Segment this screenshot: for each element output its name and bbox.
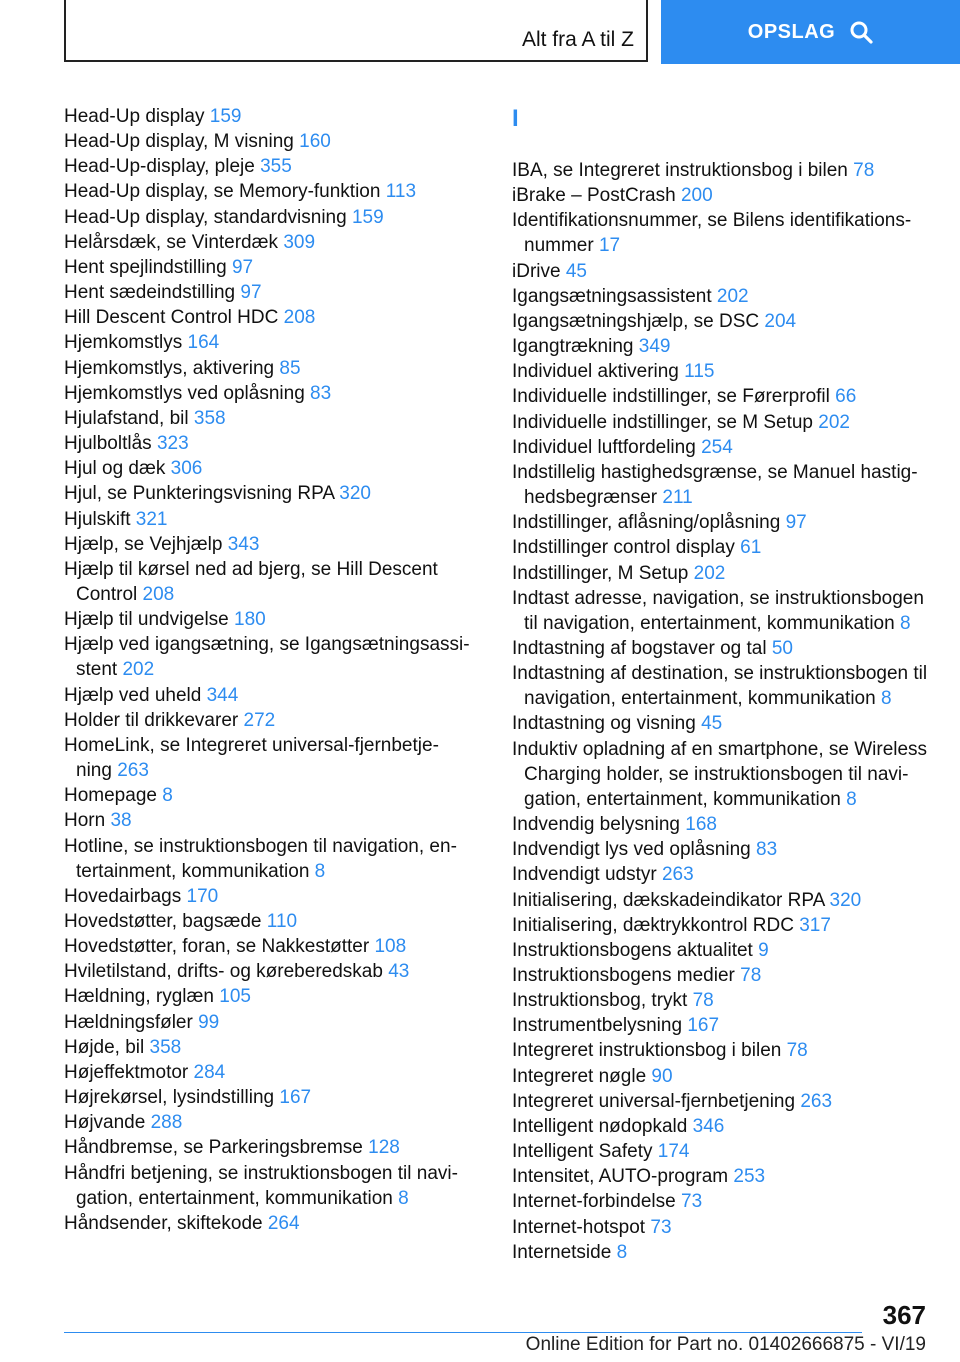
index-entry xyxy=(512,158,942,183)
page-reference-link[interactable]: 202 xyxy=(716,285,749,307)
index-entry xyxy=(64,632,474,682)
page-reference-link[interactable]: 170 xyxy=(186,885,219,907)
page-reference-link[interactable]: 8 xyxy=(880,688,892,710)
page-reference-link[interactable]: 43 xyxy=(388,961,410,983)
page-reference-link[interactable]: 45 xyxy=(701,713,723,735)
index-entry-text: Hjælp til undvigelse xyxy=(64,609,229,631)
index-entry-text: Indstillinger control display xyxy=(512,537,735,559)
page-reference-link[interactable]: 284 xyxy=(193,1061,226,1083)
index-entry xyxy=(512,535,942,560)
page-reference-link[interactable]: 346 xyxy=(692,1115,725,1137)
index-entry xyxy=(64,808,474,833)
page-reference-link[interactable]: 167 xyxy=(687,1015,720,1037)
page-reference-link[interactable]: 97 xyxy=(785,512,807,534)
page-reference-link[interactable]: 174 xyxy=(657,1141,690,1163)
index-entry xyxy=(512,1215,942,1240)
page-number: 367 xyxy=(882,1300,926,1330)
index-entry xyxy=(64,959,474,984)
page-reference-link[interactable]: 78 xyxy=(853,160,875,181)
index-entry xyxy=(64,1110,474,1135)
index-entry-text: Hjulskift xyxy=(64,508,131,530)
index-entry-text: Helårsdæk, se Vinterdæk xyxy=(64,231,279,253)
page-reference-link[interactable]: 323 xyxy=(156,433,189,455)
index-entry-text: Hovedstøtter, foran, se Nakkestøtter xyxy=(64,936,370,958)
page-reference-link[interactable]: 254 xyxy=(701,436,733,458)
index-entry xyxy=(64,456,474,481)
index-entry-text: Håndsender, skiftekode xyxy=(64,1212,263,1234)
index-entry-text: Instruktionsbogens medier xyxy=(512,965,735,986)
index-entry xyxy=(512,661,942,711)
index-entry-text: Individuelle indstillinger, se M Setup xyxy=(512,411,814,433)
index-entry-text: Igangsætningshjælp, se DSC xyxy=(512,310,760,332)
index-entry xyxy=(64,909,474,934)
index-entry xyxy=(64,230,474,255)
page-reference-link[interactable]: 208 xyxy=(142,583,175,605)
index-entry xyxy=(64,431,474,456)
page-reference-link[interactable]: 8 xyxy=(398,1187,409,1209)
index-entry-text: Initialisering, dæktrykkontrol RDC xyxy=(512,914,794,936)
index-entry-text: Hjemkomstlys xyxy=(64,332,183,354)
page-reference-link[interactable]: 8 xyxy=(846,788,857,810)
page-reference-link[interactable]: 306 xyxy=(170,458,203,480)
page-reference-link[interactable]: 85 xyxy=(279,357,301,379)
page-reference-link[interactable]: 202 xyxy=(122,659,155,681)
index-entry-text: Individuel aktivering xyxy=(512,361,679,383)
page-reference-link[interactable]: 160 xyxy=(299,131,331,153)
page-reference-link[interactable]: 343 xyxy=(227,533,260,555)
index-entry-text: Hill Descent Control HDC xyxy=(64,307,279,329)
section-letter: I xyxy=(512,105,519,132)
page-reference-link[interactable]: 97 xyxy=(240,282,262,304)
index-entry xyxy=(64,683,474,708)
page-reference-link[interactable]: 108 xyxy=(374,936,407,958)
nav-tab-a-to-z[interactable] xyxy=(64,0,648,62)
index-entry xyxy=(512,862,942,887)
index-entry xyxy=(512,359,942,384)
page-reference-link[interactable]: 344 xyxy=(206,684,239,706)
page-reference-link[interactable]: 288 xyxy=(150,1112,183,1134)
index-entry xyxy=(512,1038,942,1063)
index-entry xyxy=(512,1189,942,1214)
index-column-right xyxy=(512,104,942,1265)
index-entry-text: Head-Up display, standardvisning xyxy=(64,206,347,228)
index-entry xyxy=(64,1035,474,1060)
index-entry xyxy=(512,938,942,963)
page-reference-link[interactable]: 38 xyxy=(110,810,132,832)
page-reference-link[interactable]: 78 xyxy=(740,965,762,986)
index-entry xyxy=(64,934,474,959)
index-entry-text: Intelligent nødopkald xyxy=(512,1115,688,1137)
index-entry-text: Hældning, ryglæn xyxy=(64,986,214,1008)
page-reference-link[interactable]: 8 xyxy=(162,785,173,807)
page-reference-link[interactable]: 320 xyxy=(339,483,371,505)
page-reference-link[interactable]: 253 xyxy=(733,1166,766,1188)
index-entry xyxy=(512,334,942,359)
page-reference-link[interactable]: 73 xyxy=(681,1191,703,1213)
index-entry xyxy=(64,179,474,204)
index-entry xyxy=(512,460,942,510)
page-reference-link[interactable]: 83 xyxy=(756,839,778,861)
index-entry xyxy=(512,309,942,334)
index-entry xyxy=(64,1211,474,1236)
page-reference-link[interactable]: 355 xyxy=(260,156,292,178)
index-entry-text: Head-Up-display, pleje xyxy=(64,156,255,178)
page-reference-link[interactable]: 321 xyxy=(135,508,168,530)
index-entry-text: Hjælp til kørsel ned ad bjerg, se Hill Descent Control xyxy=(64,558,438,605)
index-entry xyxy=(512,1064,942,1089)
search-button[interactable] xyxy=(661,0,960,64)
index-entry-text: Indtast adresse, navigation, se instruktionsbogen til navigation, entertainment, kommunikation xyxy=(512,587,924,634)
page-reference-link[interactable]: 115 xyxy=(684,361,715,383)
page-reference-link[interactable]: 200 xyxy=(680,185,713,207)
page-reference-link[interactable]: 78 xyxy=(786,1040,808,1062)
index-entry xyxy=(512,837,942,862)
index-entry-text: Holder til drikkevarer xyxy=(64,709,239,731)
page-reference-link[interactable]: 99 xyxy=(198,1011,220,1033)
page-reference-link[interactable]: 61 xyxy=(740,537,762,559)
index-entry-text: iDrive xyxy=(512,260,561,282)
index-entry-text: Hjælp ved uheld xyxy=(64,684,202,706)
index-entry-text: HomeLink, se Integreret universal-fjernbetje-ning xyxy=(64,734,439,782)
index-entry xyxy=(64,532,474,557)
index-entry xyxy=(512,561,942,586)
index-entry-text: Højde, bil xyxy=(64,1036,145,1058)
page-reference-link[interactable]: 263 xyxy=(117,760,149,782)
index-entry-text: Head-Up display, se Memory-funktion xyxy=(64,181,381,203)
index-entry xyxy=(64,205,474,230)
page-reference-link[interactable]: 45 xyxy=(565,260,587,282)
index-entry xyxy=(512,913,942,938)
index-entry-text: Hjulboltlås xyxy=(64,433,152,455)
page-reference-link[interactable]: 128 xyxy=(368,1137,400,1159)
index-entry xyxy=(512,208,942,258)
page-reference-link[interactable]: 272 xyxy=(243,709,276,731)
index-entry-text: Håndbremse, se Parkeringsbremse xyxy=(64,1137,363,1159)
footer-edition-text: Online Edition for Part no. 01402666875 - VI/19 xyxy=(525,1334,926,1355)
index-entry-text: Hjul og dæk xyxy=(64,458,166,480)
index-entry-text: Internet-hotspot xyxy=(512,1216,646,1238)
index-entry xyxy=(512,1164,942,1189)
page-reference-link[interactable]: 83 xyxy=(310,382,332,404)
index-entry-text: Igangtrækning xyxy=(512,336,634,358)
page-reference-link[interactable]: 159 xyxy=(351,206,384,228)
index-entry-text: Internetside xyxy=(512,1241,612,1263)
index-entry xyxy=(64,884,474,909)
index-entry-text: Individuel luftfordeling xyxy=(512,436,696,458)
index-entry-text: Indvendig belysning xyxy=(512,814,680,836)
index-entry xyxy=(64,1085,474,1110)
index-entry xyxy=(512,384,942,409)
index-entry xyxy=(64,783,474,808)
index-entry-text: Hviletilstand, drifts- og køreberedskab xyxy=(64,961,383,983)
index-entry-text: Hent spejlindstilling xyxy=(64,256,227,278)
page-reference-link[interactable]: 202 xyxy=(818,411,850,433)
page-reference-link[interactable]: 113 xyxy=(385,181,417,203)
index-entry-text: Instrumentbelysning xyxy=(512,1015,683,1037)
index-entry xyxy=(512,510,942,535)
page-reference-link[interactable]: 8 xyxy=(616,1241,628,1263)
footer-divider xyxy=(64,1332,862,1333)
index-entry-text: Hovedstøtter, bagsæde xyxy=(64,911,262,932)
index-entry xyxy=(512,1013,942,1038)
page-reference-link[interactable]: 204 xyxy=(764,310,797,332)
page-reference-link[interactable]: 208 xyxy=(283,307,316,329)
index-entry xyxy=(64,406,474,431)
index-entry xyxy=(512,410,942,435)
index-entry xyxy=(512,1089,942,1114)
index-entry xyxy=(64,507,474,532)
index-entry-text: Horn xyxy=(64,810,106,832)
index-entry xyxy=(64,255,474,280)
index-entry xyxy=(64,984,474,1009)
index-entry xyxy=(64,330,474,355)
index-entry xyxy=(512,1240,942,1265)
page-reference-link[interactable]: 78 xyxy=(692,990,714,1012)
page-reference-link[interactable]: 202 xyxy=(693,562,726,584)
page-reference-link[interactable]: 263 xyxy=(800,1090,833,1112)
index-entry xyxy=(512,259,942,284)
index-entry-text: Hent sædeindstilling xyxy=(64,282,236,304)
index-entry xyxy=(512,963,942,988)
index-entry-text: Hjulafstand, bil xyxy=(64,407,189,429)
index-entry xyxy=(512,1139,942,1164)
index-entry xyxy=(512,284,942,309)
page-reference-link[interactable]: 90 xyxy=(651,1065,673,1087)
index-entry xyxy=(512,988,942,1013)
index-entry-text: Hjul, se Punkteringsvisning RPA xyxy=(64,483,334,505)
page-reference-link[interactable]: 320 xyxy=(829,889,862,911)
index-entry-text: Hjemkomstlys ved oplåsning xyxy=(64,382,305,404)
index-entry-text: Integreret universal-fjernbetjening xyxy=(512,1090,796,1112)
index-entry-text: Identifikationsnummer, se Bilens identifikations-nummer xyxy=(512,210,912,257)
index-entry-text: Højeffektmotor xyxy=(64,1061,189,1083)
index-entry xyxy=(64,305,474,330)
index-entry-text: Integreret instruktionsbog i bilen xyxy=(512,1040,782,1062)
index-entry xyxy=(512,435,942,460)
index-entry-text: Indtastning af destination, se instruktionsbogen til navigation, entertainment, kommunikation xyxy=(512,663,928,710)
page-reference-link[interactable]: 97 xyxy=(231,256,254,278)
search-button-label: OPSLAG xyxy=(747,20,836,43)
index-entry-text: Induktiv opladning af en smartphone, se Wireless Charging holder, se instruktionsbogen til navi-gation, entertainment, kommunikation xyxy=(512,738,928,810)
index-entry-text: Initialisering, dækskadeindikator RPA xyxy=(512,889,825,911)
index-entry-text: Intelligent Safety xyxy=(512,1141,653,1163)
index-entry-text: IBA, se Integreret instruktionsbog i bilen xyxy=(512,160,848,181)
index-entry-text: Indvendigt lys ved oplåsning xyxy=(512,839,751,861)
index-entry xyxy=(64,356,474,381)
index-entry-text: Indtastning af bogstaver og tal xyxy=(512,637,767,659)
page-reference-link[interactable]: 358 xyxy=(193,407,226,429)
index-entry-text: Hjælp, se Vejhjælp xyxy=(64,533,223,555)
index-entry xyxy=(512,636,942,661)
index-entry xyxy=(64,481,474,506)
index-entry-text: Hældningsføler xyxy=(64,1011,193,1033)
page-reference-link[interactable]: 349 xyxy=(638,336,671,358)
page-reference-link[interactable]: 50 xyxy=(771,637,793,659)
page-reference-link[interactable]: 105 xyxy=(219,986,251,1008)
page-reference-link[interactable]: 73 xyxy=(650,1216,672,1238)
page-reference-link[interactable]: 309 xyxy=(283,231,316,253)
index-entry xyxy=(64,834,474,884)
index-entry-text: Homepage xyxy=(64,785,157,807)
index-entry xyxy=(64,733,474,783)
index-entry-text: Højvande xyxy=(64,1112,146,1134)
index-entry-text: Instruktionsbog, trykt xyxy=(512,990,688,1012)
page-reference-link[interactable]: 180 xyxy=(234,609,266,631)
index-entry xyxy=(512,586,942,636)
index-entry xyxy=(64,104,474,129)
index-entry-text: Intensitet, AUTO-program xyxy=(512,1166,729,1188)
index-entry xyxy=(64,1135,474,1160)
page-reference-link[interactable]: 167 xyxy=(279,1087,312,1109)
index-entry xyxy=(512,183,942,208)
index-entry-text: Håndfri betjening, se instruktionsbogen til navi-gation, entertainment, kommunikation xyxy=(64,1162,458,1209)
page-reference-link[interactable]: 211 xyxy=(662,487,693,509)
index-entry-text: Indvendigt udstyr xyxy=(512,864,657,886)
index-entry-text: Igangsætningsassistent xyxy=(512,285,712,307)
index-entry-text: Hovedairbags xyxy=(64,885,182,907)
index-entry-text: Instruktionsbogens aktualitet xyxy=(512,939,753,961)
index-entry-text: iBrake – PostCrash xyxy=(512,185,676,207)
page-reference-link[interactable]: 9 xyxy=(758,939,769,961)
nav-tab-label: Alt fra A til Z xyxy=(521,28,634,51)
index-entry xyxy=(512,737,942,812)
index-entry-text: Indtastning og visning xyxy=(512,713,696,735)
index-entry xyxy=(512,1114,942,1139)
index-entry xyxy=(64,129,474,154)
index-entry xyxy=(512,812,942,837)
index-entry-text: Internet-forbindelse xyxy=(512,1191,676,1213)
page-reference-link[interactable]: 164 xyxy=(187,332,220,354)
index-entry-text: Head-Up display xyxy=(64,106,205,127)
index-entry xyxy=(64,1161,474,1211)
index-entry xyxy=(64,154,474,179)
index-entry-text: Indstillelig hastighedsgrænse, se Manuel hastig-hedsbegrænser xyxy=(512,461,918,509)
index-entry xyxy=(64,1010,474,1035)
index-list-right xyxy=(512,158,942,1265)
page-reference-link[interactable]: 66 xyxy=(835,386,857,408)
page-reference-link[interactable]: 110 xyxy=(266,911,298,932)
index-entry xyxy=(64,280,474,305)
search-icon xyxy=(849,20,873,44)
index-entry-text: Integreret nøgle xyxy=(512,1065,647,1087)
page-reference-link[interactable]: 17 xyxy=(598,235,621,257)
index-entry-text: Hjælp ved igangsætning, se Igangsætningsassi-stent xyxy=(64,634,470,681)
index-entry xyxy=(64,557,474,607)
index-entry-text: Head-Up display, M visning xyxy=(64,131,294,153)
index-entry-text: Hjemkomstlys, aktivering xyxy=(64,357,275,379)
index-entry xyxy=(64,708,474,733)
page-reference-link[interactable]: 8 xyxy=(314,860,326,882)
page-reference-link[interactable]: 8 xyxy=(899,612,911,634)
index-column-left xyxy=(64,104,474,1236)
index-entry-text: Indstillinger, M Setup xyxy=(512,562,689,584)
page-reference-link[interactable]: 159 xyxy=(209,106,242,127)
index-entry-text: Individuelle indstillinger, se Førerprofil xyxy=(512,386,830,408)
page-reference-link[interactable]: 168 xyxy=(685,814,717,836)
index-entry-text: Indstillinger, aflåsning/oplåsning xyxy=(512,512,781,534)
index-entry xyxy=(64,607,474,632)
index-entry xyxy=(64,381,474,406)
index-entry-text: Hotline, se instruktionsbogen til navigation, en-tertainment, kommunikation xyxy=(64,835,457,882)
page-reference-link[interactable]: 317 xyxy=(799,914,831,936)
page-reference-link[interactable]: 264 xyxy=(267,1212,300,1234)
page-reference-link[interactable]: 358 xyxy=(149,1036,182,1058)
index-entry xyxy=(512,711,942,736)
index-entry-text: Højrekørsel, lysindstilling xyxy=(64,1087,275,1109)
index-entry xyxy=(512,888,942,913)
index-entry xyxy=(64,1060,474,1085)
page-reference-link[interactable]: 263 xyxy=(661,864,694,886)
